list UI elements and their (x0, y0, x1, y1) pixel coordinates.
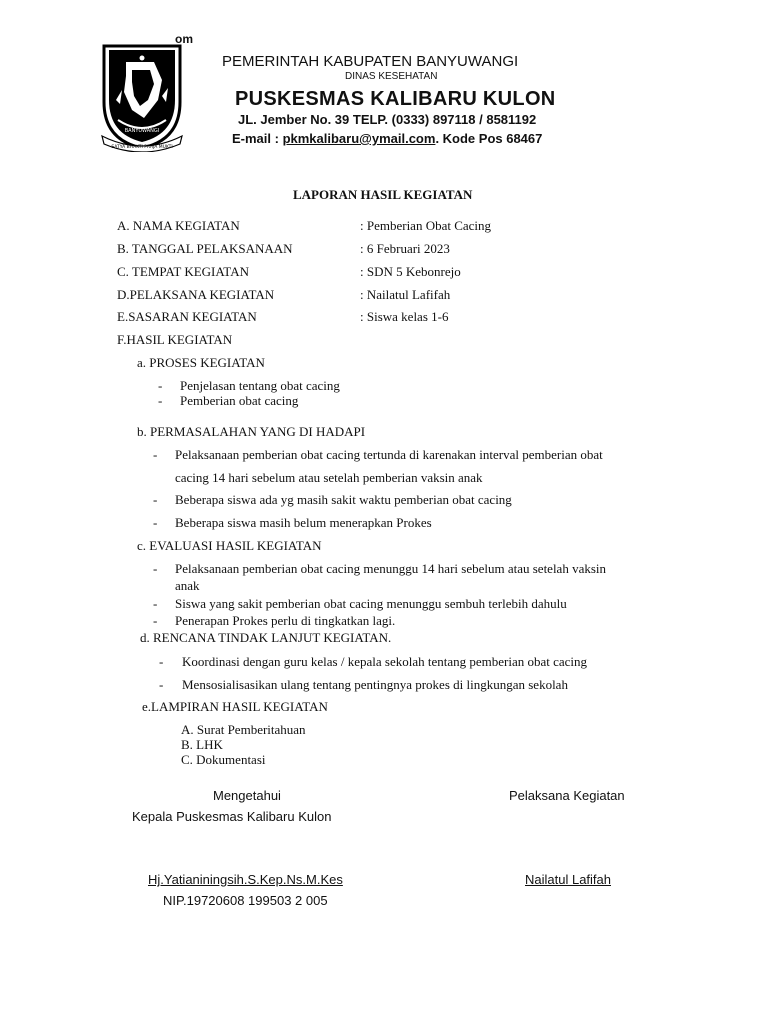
report-title: LAPORAN HASIL KEGIATAN (293, 187, 473, 202)
header-department: DINAS KESEHATAN (345, 71, 438, 82)
list-bullet: - (153, 515, 158, 530)
list-item: Pelaksanaan pemberian obat cacing tertunda di karenakan interval pemberian obat (175, 447, 603, 462)
section-b-heading: b. PERMASALAHAN YANG DI HADAPI (137, 424, 366, 439)
field-label: D.PELAKSANA KEGIATAN (117, 287, 275, 302)
hasil-heading: F.HASIL KEGIATAN (117, 332, 233, 347)
section-c-heading: c. EVALUASI HASIL KEGIATAN (137, 538, 322, 553)
signature-left-label: Mengetahui (213, 788, 281, 803)
email-link[interactable]: pkmkalibaru@ymail.com (282, 131, 436, 146)
list-item: Pelaksanaan pemberian obat cacing menunggu 14 hari sebelum atau setelah vaksin (175, 561, 607, 576)
logo-top-text: BANYUWANGI (124, 128, 160, 134)
section-a-heading: a. PROSES KEGIATAN (137, 355, 265, 370)
list-bullet: - (159, 677, 164, 692)
header-government: PEMERINTAH KABUPATEN BANYUWANGI (222, 53, 519, 70)
header-institution: PUSKESMAS KALIBARU KULON (235, 88, 556, 110)
regency-logo (96, 40, 188, 152)
section-d-heading: d. RENCANA TINDAK LANJUT KEGIATAN. (140, 630, 392, 645)
attachment-item: C. Dokumentasi (181, 752, 266, 767)
field-label: A. NAMA KEGIATAN (117, 218, 240, 233)
field-label: C. TEMPAT KEGIATAN (117, 264, 249, 279)
list-bullet: - (153, 613, 158, 628)
list-item-continued: cacing 14 hari sebelum atau setelah pemberian vaksin anak (175, 470, 483, 485)
list-item: Beberapa siswa masih belum menerapkan Prokes (175, 515, 432, 530)
list-item: Penerapan Prokes perlu di tingkatkan lagi. (175, 613, 396, 628)
attachment-item: B. LHK (181, 737, 223, 752)
signature-left-nip: NIP.19720608 199503 2 005 (163, 893, 328, 908)
header-contact (232, 131, 542, 146)
signature-left-role: Kepala Puskesmas Kalibaru Kulon (132, 809, 332, 824)
list-item-continued: anak (175, 578, 200, 593)
field-label: E.SASARAN KEGIATAN (117, 309, 257, 324)
field-label: B. TANGGAL PELAKSANAAN (117, 241, 293, 256)
field-value: : Siswa kelas 1-6 (360, 309, 449, 324)
list-item: Siswa yang sakit pemberian obat cacing menunggu sembuh terlebih dahulu (175, 596, 567, 611)
signature-right-name: Nailatul Lafifah (525, 872, 611, 887)
list-item: Koordinasi dengan guru kelas / kepala sekolah tentang pemberian obat cacing (182, 654, 588, 669)
header-address: JL. Jember No. 39 TELP. (0333) 897118 / 8581192 (238, 112, 537, 127)
list-bullet: - (153, 596, 158, 611)
list-item: Penjelasan tentang obat cacing (180, 378, 340, 393)
signature-right-label: Pelaksana Kegiatan (509, 788, 625, 803)
logo-motto-text: SATYA BHAKTI PRAJA MUKTI (111, 145, 173, 150)
list-bullet: - (158, 378, 163, 393)
section-e-heading: e.LAMPIRAN HASIL KEGIATAN (142, 699, 328, 714)
signature-left-name: Hj.Yatianiningsih.S.Kep.Ns.M.Kes (148, 872, 343, 887)
list-bullet: - (159, 654, 164, 669)
list-item: Pemberian obat cacing (180, 393, 299, 408)
field-value: : Nailatul Lafifah (360, 287, 451, 302)
list-bullet: - (153, 561, 158, 576)
field-value: : 6 Februari 2023 (360, 241, 450, 256)
email-label: E-mail : (232, 131, 283, 146)
field-value: : SDN 5 Kebonrejo (360, 264, 461, 279)
list-bullet: - (153, 447, 158, 462)
list-bullet: - (158, 393, 163, 408)
list-item: Beberapa siswa ada yg masih sakit waktu pemberian obat cacing (175, 492, 512, 507)
attachment-item: A. Surat Pemberitahuan (181, 722, 306, 737)
list-bullet: - (153, 492, 158, 507)
list-item: Mensosialisasikan ulang tentang pentingnya prokes di lingkungan sekolah (182, 677, 568, 692)
field-value: : Pemberian Obat Cacing (360, 218, 492, 233)
postal-code: . Kode Pos 68467 (435, 131, 543, 146)
corner-text: om (175, 32, 193, 46)
